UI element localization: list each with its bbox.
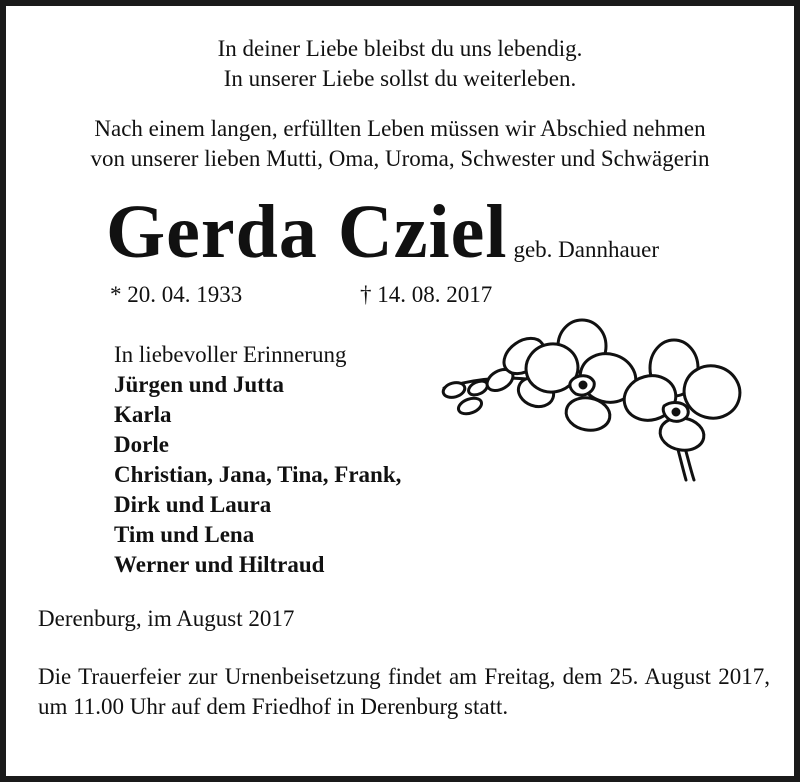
deceased-name-row: [106, 192, 659, 272]
orchid-branch-icon: [436, 318, 756, 488]
intro-line-1: Nach einem langen, erfüllten Leben müssen wir Abschied nehmen: [94, 116, 706, 141]
verse-line-1: In deiner Liebe bleibst du uns lebendig.: [217, 36, 583, 61]
mourner-name: Jürgen und Jutta: [114, 372, 284, 397]
birth-name: geb. Dannhauer: [513, 237, 660, 262]
intro-line-2: von unserer lieben Mutti, Oma, Uroma, Schwester und Schwägerin: [90, 146, 710, 171]
place-date: Derenburg, im August 2017: [38, 606, 295, 631]
death-date: † 14. 08. 2017: [360, 282, 493, 307]
verse-line-2: In unserer Liebe sollst du weiterleben.: [223, 66, 577, 91]
birth-date: * 20. 04. 1933: [110, 282, 243, 307]
mourner-name: Christian, Jana, Tina, Frank,: [114, 462, 402, 487]
mourner-name: Dirk und Laura: [114, 492, 272, 517]
mourner-name: Karla: [114, 402, 172, 427]
mourners-heading: In liebevoller Erinnerung: [114, 342, 347, 367]
funeral-info: Die Trauerfeier zur Urnenbeisetzung findet am Freitag, dem 25. August 2017, um 11.00 Uhr auf dem Friedhof in Derenburg statt.: [38, 664, 770, 719]
mourner-name: Werner und Hiltraud: [114, 552, 325, 577]
deceased-name: Gerda Cziel: [106, 190, 508, 274]
mourner-name: Dorle: [114, 432, 169, 457]
mourner-name: Tim und Lena: [114, 522, 255, 547]
